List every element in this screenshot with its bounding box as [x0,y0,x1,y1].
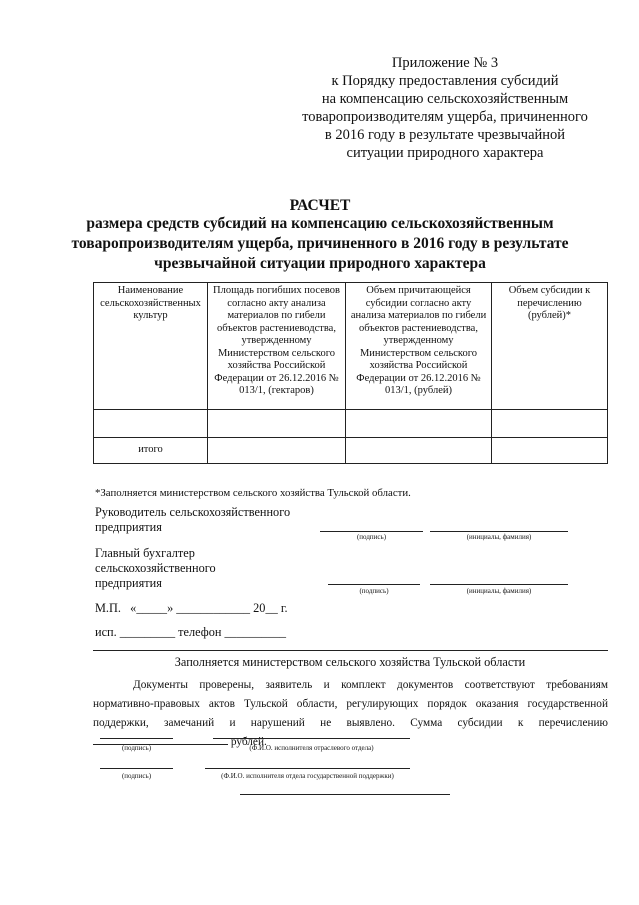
accountant-initials-line[interactable] [430,584,568,585]
table-cell[interactable] [208,438,346,464]
table-cell[interactable] [492,410,608,438]
executor2-name-caption: (Ф.И.О. исполнителя отдела государственной поддержки) [221,772,394,780]
table-cell[interactable] [346,438,492,464]
document-subtitle [60,214,580,274]
header-subsidy-due-label: Объем причитающейся субсидии согласно акту анализа материалов по гибели объектов растениеводства, утвержденному Министерством сельского хозяйства Российской Федерации от 26.12.2016 № 013/1, (рублей) [350,285,487,396]
appendix-line: товаропроизводителям ущерба, причиненного [302,109,588,125]
head-initials-line[interactable] [430,531,568,532]
stamp-date-line[interactable]: М.П. «_____» ____________ 20__ г. [95,601,288,615]
section-divider [93,650,608,651]
accountant-signature-line[interactable] [328,584,420,585]
executor1-name-line[interactable] [213,738,410,739]
total-label-cell [94,438,208,464]
table-row [94,410,608,438]
executor2-signature-line[interactable] [100,768,173,769]
table-header-row [94,283,608,410]
final-line[interactable] [240,794,450,795]
accountant-initials-caption: (инициалы, фамилия) [466,587,532,595]
header-crops-label: Наименование сельскохозяйственных культур [100,285,201,321]
calculation-table [93,282,608,464]
appendix-line: в 2016 году в результате чрезвычайной [324,127,566,143]
table-total-row [94,438,608,464]
accountant-signature-caption: (подпись) [359,587,389,595]
header-area-label: Площадь погибших посевов согласно акту анализа материалов по гибели объектов растениеводства, утвержденному Министерством сельского хозяйства Российской Федерации от 26.12.2016 № 013/1, (гектаров) [213,285,340,396]
head-label-line: предприятия [95,520,162,534]
executor2-name-line[interactable] [205,768,410,769]
ministry-section-header: Заполняется министерством сельского хозяйства Тульской области [174,655,526,669]
executor2-signature-caption: (подпись) [121,772,152,780]
appendix-header [280,54,610,162]
verification-text: Документы проверены, заявитель и комплект документов соответствуют требованиям нормативно-правовых актов Тульской области, регулирующих порядок оказания государственной поддержки, замечаний и нарушений не выявлено. Сумма субсидии к перечислению [93,679,608,729]
accountant-label-line: Главный бухгалтер [95,546,195,560]
executor1-name-caption: (Ф.И.О. исполнителя отраслевого отдела) [249,744,374,752]
appendix-line: ситуации природного характера [346,145,544,161]
head-label [95,505,290,535]
table-cell[interactable] [492,438,608,464]
verification-text-end: рублей. [230,736,267,748]
subtitle-line: чрезвычайной ситуации природного характера [154,255,486,272]
accountant-label [95,546,216,591]
document-title: РАСЧЕТ [289,197,351,214]
header-subsidy-due [346,283,492,410]
header-crops [94,283,208,410]
table-cell[interactable] [208,410,346,438]
table-cell[interactable] [94,410,208,438]
subtitle-line: товаропроизводителям ущерба, причиненного в 2016 году в результате [71,235,569,252]
table-cell[interactable] [346,410,492,438]
header-subsidy-transfer-label: Объем субсидии к перечислению (рублей)* [508,285,591,321]
appendix-line: Приложение № 3 [391,55,499,71]
head-label-line: Руководитель сельскохозяйственного [95,505,291,519]
executor-phone-line[interactable]: исп. _________ телефон __________ [95,625,287,639]
executor1-signature-line[interactable] [100,738,173,739]
appendix-line: к Порядку предоставления субсидий [331,73,559,89]
total-label: итого [138,444,163,456]
head-signature-line[interactable] [320,531,423,532]
verification-paragraph [93,676,608,752]
head-signature-caption: (подпись) [356,533,387,541]
accountant-label-line: предприятия [95,576,162,590]
footnote: *Заполняется министерством сельского хозяйства Тульской области. [95,487,411,499]
accountant-label-line: сельскохозяйственного [95,561,216,575]
header-area [208,283,346,410]
header-subsidy-transfer [492,283,608,410]
head-initials-caption: (инициалы, фамилия) [466,533,532,541]
subtitle-line: размера средств субсидий на компенсацию сельскохозяйственным [86,215,554,232]
executor1-signature-caption: (подпись) [121,744,152,752]
appendix-line: на компенсацию сельскохозяйственным [321,91,569,107]
